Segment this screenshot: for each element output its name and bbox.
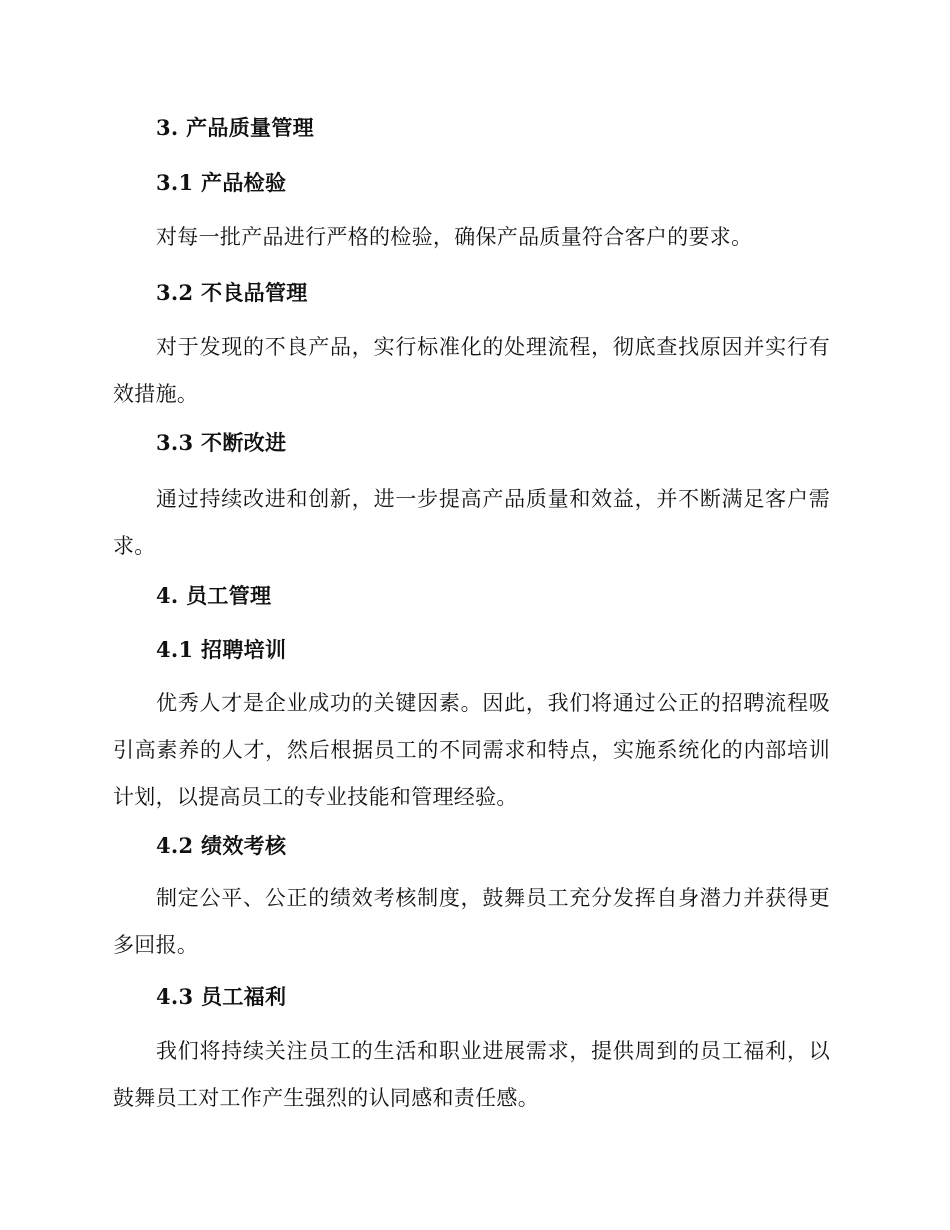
subsection-heading: 4.1 招聘培训 xyxy=(156,637,287,662)
paragraph: 对每一批产品进行严格的检验，确保产品质量符合客户的要求。 xyxy=(156,225,753,249)
paragraph: 优秀人才是企业成功的关键因素。因此，我们将通过公正的招聘流程吸引高素养的人才，然后根据员工的不同需求和特点，实施系统化的内部培训计划，以提高员工的专业技能和管理经验。 xyxy=(113,691,830,809)
subsection-heading: 3.3 不断改进 xyxy=(156,430,287,455)
subsection-heading: 3.1 产品检验 xyxy=(156,170,287,195)
paragraph: 对于发现的不良产品，实行标准化的处理流程，彻底查找原因并实行有效措施。 xyxy=(113,335,830,406)
subsection-heading: 3.2 不良品管理 xyxy=(156,280,308,305)
section-heading: 4. 员工管理 xyxy=(156,583,272,608)
subsection-heading: 4.2 绩效考核 xyxy=(156,833,287,858)
section-heading: 3. 产品质量管理 xyxy=(156,115,314,140)
paragraph: 我们将持续关注员工的生活和职业进展需求，提供周到的员工福利，以鼓舞员工对工作产生强烈的认同感和责任感。 xyxy=(113,1039,830,1110)
paragraph: 通过持续改进和创新，进一步提高产品质量和效益，并不断满足客户需求。 xyxy=(113,487,830,558)
subsection-heading: 4.3 员工福利 xyxy=(156,984,287,1009)
paragraph: 制定公平、公正的绩效考核制度，鼓舞员工充分发挥自身潜力并获得更多回报。 xyxy=(113,886,830,957)
